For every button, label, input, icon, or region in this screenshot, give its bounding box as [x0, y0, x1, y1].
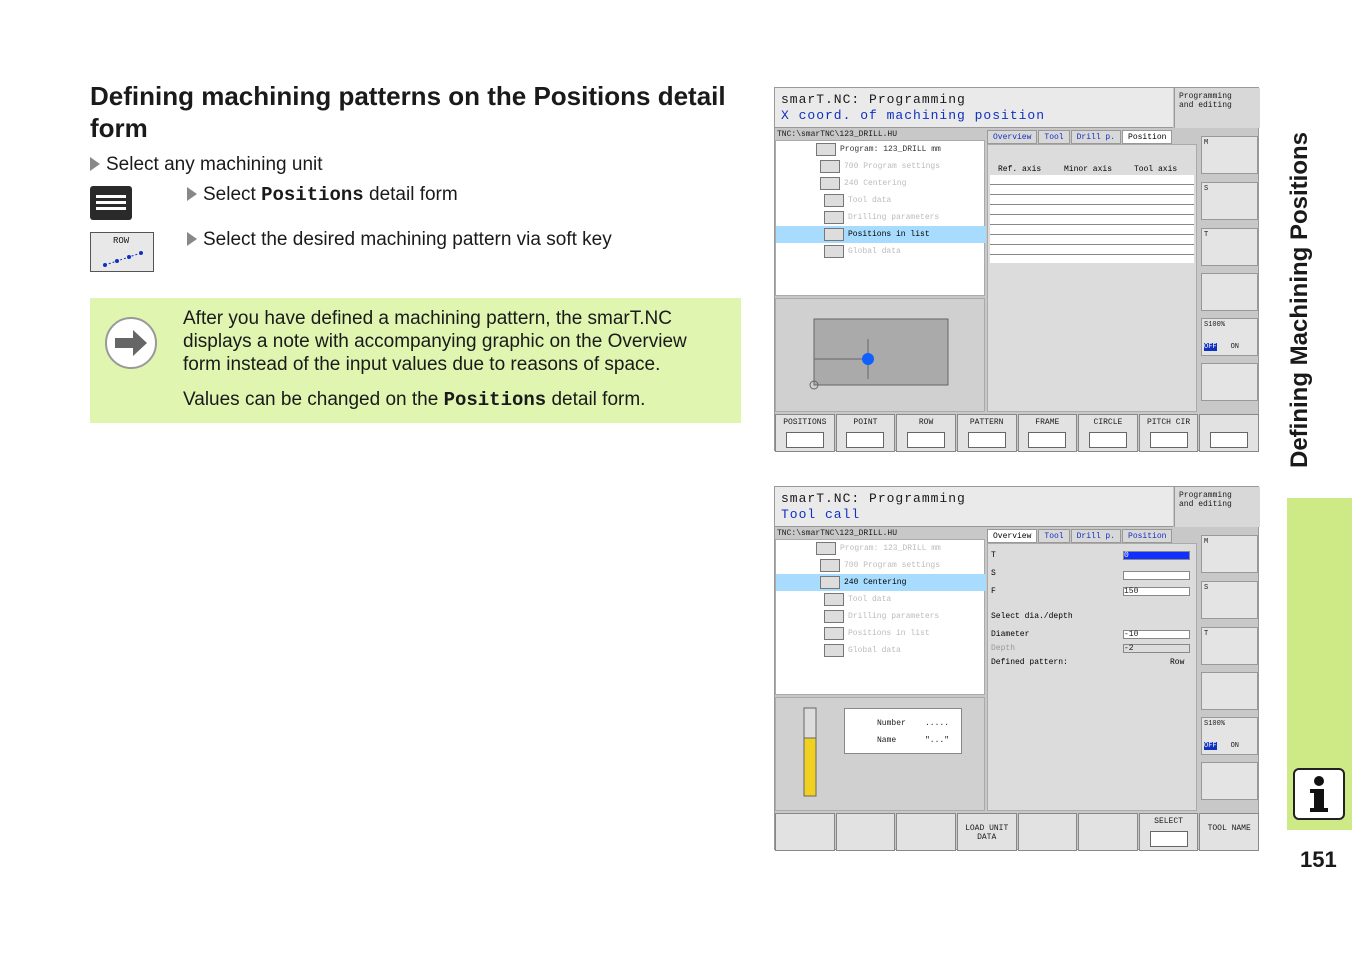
depth-input[interactable]: -2 — [1123, 644, 1190, 653]
file-path: TNC:\smarTNC\123_DRILL.HU — [777, 130, 898, 139]
note-paragraph-2: Values can be changed on the Positions detail form. — [183, 389, 646, 411]
note-box — [90, 298, 741, 423]
screen-subtitle: Tool call — [781, 507, 861, 522]
step-select-unit: Select any machining unit — [90, 153, 323, 177]
side-key-s100[interactable]: S100% OFF ON — [1201, 318, 1258, 356]
softkey-empty-1[interactable] — [775, 813, 835, 851]
screen-title: smarT.NC: Programming — [781, 491, 966, 506]
softkey-row[interactable]: ROW — [896, 414, 956, 452]
speed-input[interactable] — [1123, 571, 1190, 580]
mode-label: Programming and editing — [1174, 88, 1260, 128]
softkey-extra[interactable] — [1199, 414, 1259, 452]
side-softkeys — [1199, 529, 1260, 811]
softkey-positions[interactable]: POSITIONS — [775, 414, 835, 452]
program-tree: Program: 123_DRILL mm 700 Program settings 240 Centering Tool data Drilling parameters Positions in list Global data — [775, 539, 985, 695]
file-path: TNC:\smarTNC\123_DRILL.HU — [777, 529, 898, 538]
tab-tool[interactable]: Tool — [1038, 529, 1069, 543]
info-icon — [1293, 768, 1345, 820]
page-title: Defining machining patterns on the Positions detail form — [90, 81, 726, 143]
softkey-pattern[interactable]: PATTERN — [957, 414, 1017, 452]
side-key-s-plus[interactable] — [1201, 273, 1258, 311]
side-key-s[interactable]: S — [1201, 581, 1258, 619]
positions-table: Ref. axis Minor axis Tool axis — [987, 144, 1197, 412]
tab-position[interactable]: Position — [1122, 130, 1172, 144]
softkey-empty-4[interactable] — [1018, 813, 1078, 851]
screenshot-positions-form — [774, 87, 1259, 451]
tab-position[interactable]: Position — [1122, 529, 1172, 543]
chapter-title: Defining Machining Positions — [1286, 132, 1313, 468]
form-tabs — [987, 529, 1173, 543]
side-key-s100[interactable]: S100% OFF ON — [1201, 717, 1258, 755]
softkey-load-unit-data[interactable]: LOAD UNIT DATA — [957, 813, 1017, 851]
program-tree: Program: 123_DRILL mm 700 Program settings 240 Centering Tool data Drilling parameters Positions in list Global data — [775, 140, 985, 296]
screenshot-overview-form — [774, 486, 1259, 850]
feed-input[interactable]: 150 — [1123, 587, 1190, 596]
softkey-bar — [775, 813, 1260, 851]
arrow-right-icon — [105, 317, 157, 369]
note-paragraph: After you have defined a machining pattern, the smarT.NC displays a note with accompanying graphic on the Overview form instead of the input values due to reasons of space. — [183, 308, 687, 375]
form-tabs — [987, 130, 1173, 144]
side-key-m[interactable]: M — [1201, 535, 1258, 573]
tool-info-box: Number ..... Name "..." — [844, 708, 962, 754]
pattern-graphic — [775, 298, 985, 412]
step-select-pattern: Select the desired machining pattern via soft key — [187, 228, 612, 252]
side-key-m[interactable]: M — [1201, 136, 1258, 174]
side-key-t[interactable]: T — [1201, 228, 1258, 266]
tab-drill[interactable]: Drill p. — [1071, 529, 1121, 543]
screen-title: smarT.NC: Programming — [781, 92, 966, 107]
mode-label: Programming and editing — [1174, 487, 1260, 527]
softkey-bar — [775, 414, 1260, 452]
tab-tool[interactable]: Tool — [1038, 130, 1069, 144]
bullet-arrow-icon — [187, 187, 197, 201]
side-key-s-plus[interactable] — [1201, 672, 1258, 710]
side-key-t[interactable]: T — [1201, 627, 1258, 665]
position-rows[interactable] — [990, 175, 1194, 263]
side-softkeys — [1199, 130, 1260, 412]
softkey-frame[interactable]: FRAME — [1018, 414, 1078, 452]
softkey-empty-5[interactable] — [1078, 813, 1138, 851]
tree-item-selected[interactable]: Positions in list — [776, 226, 986, 243]
row-softkey-icon: ROW — [90, 232, 154, 272]
tab-overview[interactable]: Overview — [987, 529, 1037, 543]
softkey-circle[interactable]: CIRCLE — [1078, 414, 1138, 452]
overview-form: T 0 S F 150 Select dia./depth Diameter -10 Depth -2 Defined pattern: Row — [987, 543, 1197, 811]
tree-item-selected[interactable]: 240 Centering — [776, 574, 986, 591]
side-key-s[interactable]: S — [1201, 182, 1258, 220]
side-key-s-minus[interactable] — [1201, 363, 1258, 401]
softkey-select[interactable]: SELECT — [1139, 813, 1199, 851]
softkey-tool-name[interactable]: TOOL NAME — [1199, 813, 1259, 851]
side-key-s-minus[interactable] — [1201, 762, 1258, 800]
bullet-arrow-icon — [187, 232, 197, 246]
page-number: 151 — [1300, 847, 1337, 872]
step-select-positions: Select Positions detail form — [187, 183, 458, 207]
tab-drill[interactable]: Drill p. — [1071, 130, 1121, 144]
diameter-input[interactable]: -10 — [1123, 630, 1190, 639]
softkey-point[interactable]: POINT — [836, 414, 896, 452]
softkey-pitch-circle[interactable]: PITCH CIR — [1139, 414, 1199, 452]
screen-subtitle: X coord. of machining position — [781, 108, 1046, 123]
program-key-icon — [90, 186, 132, 220]
bullet-arrow-icon — [90, 157, 100, 171]
tool-input[interactable]: 0 — [1123, 551, 1190, 560]
softkey-empty-3[interactable] — [896, 813, 956, 851]
softkey-empty-2[interactable] — [836, 813, 896, 851]
tool-graphic — [775, 697, 985, 811]
tab-overview[interactable]: Overview — [987, 130, 1037, 144]
